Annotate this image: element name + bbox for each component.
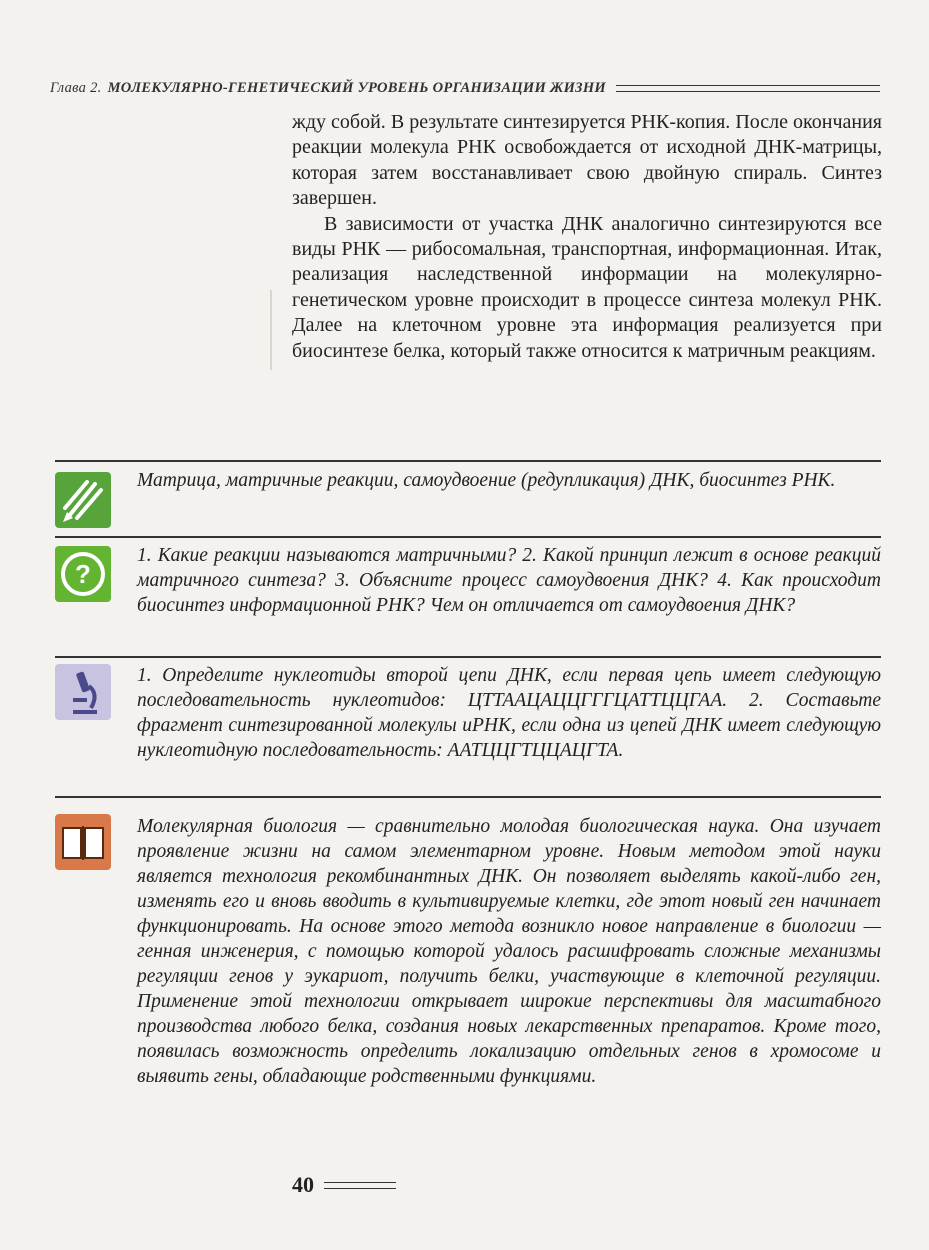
tasks-block	[55, 656, 881, 798]
questions-text: 1. Какие реакции называются матричными? 2. Какой принцип лежит в основе реакций матричного синтеза? 3. Объясните процесс самоудвоения ДНК? 4. Как происходит биосинтез информационной РНК? Чем он отличается от самоудвоения ДНК?	[137, 545, 881, 616]
chapter-title: МОЛЕКУЛЯРНО-ГЕНЕТИЧЕСКИЙ УРОВЕНЬ ОРГАНИЗАЦИИ ЖИЗНИ	[107, 80, 607, 96]
intro-paragraph-2: В зависимости от участка ДНК аналогично синтезируются все виды РНК — рибосомальная, транспортная, информационная. Итак, реализация наследственной информации на молекулярно-генетическом уровне происходит в процессе синтеза молекул РНК. Далее на клеточном уровне эта информация реализуется при биосинтезе белка, который также относится к матричным реакциям.	[292, 212, 882, 362]
question-icon	[55, 546, 111, 602]
page-footer	[292, 1172, 396, 1198]
reading-text: Молекулярная биология — сравнительно молодая биологическая наука. Она изучает проявление жизни на самом элементарном уровне. Новым методом этой науки является технология рекомбинантных ДНК. Он позволяет выделять какой-либо ген, изменять его и вновь вводить в культивируемые клетки, где этот новый ген начинает функционировать. На основе этого метода возникло новое направление в биологии — генная инженерия, с помощью которой удалось расшифровать сложные механизмы регуляции генов у эукариот, получить белки, участвующие в клеточной регуляции. Применение этой технологии открывает широкие перспективы для масштабного производства любого белка, создания новых лекарственных препаратов. Кроме того, появилась возможность определить локализацию отдельных генов в хромосоме и выявить гены, обладающие родственными функциями.	[137, 816, 881, 1087]
intro-text	[292, 110, 882, 364]
questions-block	[55, 536, 881, 658]
margin-mark	[270, 290, 272, 370]
tasks-text: 1. Определите нуклеотиды второй цепи ДНК, если первая цепь имеет следующую последовательность нуклеотидов: ЦТТААЦАЦЦГГГЦАТТЦЦГАА. 2. Составьте фрагмент синтезированной молекулы иРНК, если одна из цепей ДНК имеет следующую нуклеотидную последовательность: ААТЦЦГТЦЦАЦГТА.	[137, 665, 881, 761]
terms-block	[55, 460, 881, 538]
chapter-header	[50, 80, 880, 97]
pencil-icon	[55, 472, 111, 528]
microscope-icon	[55, 664, 111, 720]
terms-text: Матрица, матричные реакции, самоудвоение (редупликация) ДНК, биосинтез РНК.	[137, 470, 836, 491]
svg-text:?: ?	[75, 559, 91, 589]
book-icon	[55, 814, 111, 870]
footer-rule	[324, 1182, 396, 1189]
reading-block	[55, 796, 881, 1158]
chapter-number: Глава 2.	[50, 80, 102, 96]
page-number: 40	[292, 1172, 314, 1197]
intro-paragraph-1: жду собой. В результате синтезируется РНК-копия. После окончания реакции молекула РНК освобождается от исходной ДНК-матрицы, которая затем восстанавливает свою двойную спираль. Синтез завершен.	[292, 111, 882, 210]
header-rule	[616, 85, 880, 92]
